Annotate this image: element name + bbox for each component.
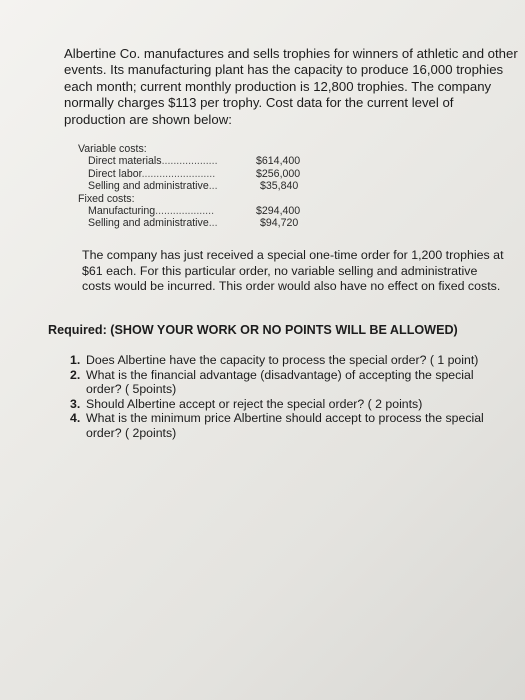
question-item <box>70 353 510 368</box>
special-line: costs would be incurred. This order would also have no effect on fixed costs. <box>82 279 501 294</box>
cost-label: Selling and administrative <box>88 180 209 193</box>
special-line: The company has just received a special one-time order for 1,200 trophies at <box>82 248 504 262</box>
cost-label: Manufacturing <box>88 204 156 217</box>
required-heading: Required: (SHOW YOUR WORK OR NO POINTS WILL BE ALLOWED) <box>48 323 458 337</box>
cost-row-direct-labor <box>78 168 338 180</box>
variable-costs-heading: Variable costs: <box>78 143 147 155</box>
question-text: What is the financial advantage (disadvantage) of accepting the special <box>86 367 474 382</box>
question-list <box>70 353 510 441</box>
special-order-paragraph <box>82 248 512 295</box>
cost-label: Direct labor <box>88 167 142 180</box>
cost-value: $256,000 <box>256 167 301 180</box>
intro-line: production are shown below: <box>64 111 232 127</box>
question-text: Should Albertine accept or reject the special order? ( 2 points) <box>86 396 423 411</box>
cost-value: $614,400 <box>256 155 301 168</box>
question-text: order? ( 2points) <box>86 425 177 440</box>
question-number: 4. <box>70 411 81 426</box>
cost-value: $94,720 <box>260 217 299 230</box>
intro-line: Albertine Co. manufactures and sells trophies for winners of athletic and other <box>64 46 518 61</box>
question-number: 2. <box>70 367 81 382</box>
cost-label: Direct materials <box>88 155 162 168</box>
intro-line: normally charges $113 per trophy. Cost data for the current level of <box>64 95 454 111</box>
question-item <box>70 411 510 440</box>
question-item <box>70 368 510 397</box>
leader-dots: ................... <box>161 155 218 168</box>
cost-row-variable-selling-admin <box>78 180 338 192</box>
problem-intro <box>64 46 518 128</box>
intro-line: each month; current monthly production is 12,800 trophies. The company <box>64 78 492 94</box>
question-text: order? ( 5points) <box>86 382 177 397</box>
question-text: Does Albertine have the capacity to process the special order? ( 1 point) <box>86 353 479 367</box>
cost-value: $294,400 <box>256 204 301 217</box>
special-line: $61 each. For this particular order, no variable selling and administrative <box>82 263 478 278</box>
intro-line: events. Its manufacturing plant has the capacity to produce 16,000 trophies <box>64 62 504 78</box>
question-number: 3. <box>70 396 81 411</box>
leader-dots: ... <box>208 180 218 193</box>
question-text: What is the minimum price Albertine should accept to process the special <box>86 411 484 426</box>
leader-dots: .................... <box>155 204 215 217</box>
fixed-costs-heading: Fixed costs: <box>78 192 135 205</box>
leader-dots: ... <box>208 217 218 230</box>
cost-label: Selling and administrative <box>88 217 209 230</box>
cost-row-manufacturing <box>78 205 338 217</box>
cost-value: $35,840 <box>260 180 299 193</box>
cost-data-table <box>78 143 338 230</box>
question-number: 1. <box>70 353 81 367</box>
question-item <box>70 397 510 412</box>
cost-row-fixed-selling-admin <box>78 217 338 229</box>
cost-row-direct-materials <box>78 155 338 167</box>
leader-dots: ......................... <box>141 167 216 180</box>
